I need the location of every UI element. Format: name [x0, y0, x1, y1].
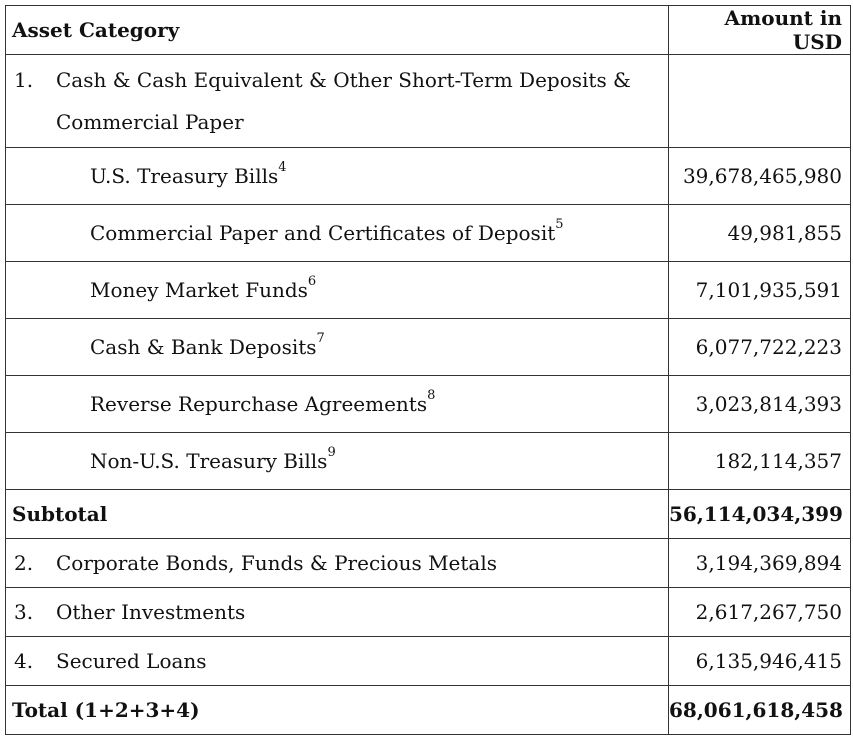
item-number: 2. [14, 551, 34, 575]
subitem-amount: 7,101,935,591 [669, 262, 851, 319]
table-row [6, 376, 851, 433]
group-label-line2: Commercial Paper [56, 110, 244, 134]
group-label-line1: Cash & Cash Equivalent & Other Short-Term Deposits & [56, 68, 631, 92]
subitem-label: U.S. Treasury Bills [90, 164, 279, 188]
group-row-1 [6, 55, 851, 148]
item-amount: 3,194,369,894 [669, 539, 851, 588]
subitem-label: Cash & Bank Deposits [90, 335, 317, 359]
subtotal-row [6, 490, 851, 539]
item-label: Corporate Bonds, Funds & Precious Metals [56, 551, 498, 575]
table-row [6, 433, 851, 490]
subtotal-label: Subtotal [6, 490, 669, 539]
group-number: 1. [14, 68, 34, 92]
item-number: 3. [14, 600, 34, 624]
subitem-amount: 3,023,814,393 [669, 376, 851, 433]
asset-table [5, 5, 851, 735]
subitem-label: Money Market Funds [90, 278, 308, 302]
item-amount: 6,135,946,415 [669, 637, 851, 686]
table-row [6, 539, 851, 588]
total-amount: 68,061,618,458 [669, 686, 851, 735]
header-row [6, 6, 851, 55]
item-amount: 2,617,267,750 [669, 588, 851, 637]
footnote-ref: 7 [316, 331, 325, 346]
footnote-ref: 5 [555, 217, 564, 232]
subitem-amount: 182,114,357 [669, 433, 851, 490]
footnote-ref: 4 [278, 160, 287, 175]
table-row [6, 588, 851, 637]
subitem-amount: 6,077,722,223 [669, 319, 851, 376]
footnote-ref: 6 [307, 274, 317, 289]
footnote-ref: 8 [427, 388, 436, 403]
item-number: 4. [14, 649, 34, 673]
table-row [6, 205, 851, 262]
subtotal-amount: 56,114,034,399 [669, 490, 851, 539]
subitem-amount: 39,678,465,980 [669, 148, 851, 205]
subitem-amount: 49,981,855 [669, 205, 851, 262]
group-amount [669, 55, 851, 148]
total-label: Total (1+2+3+4) [6, 686, 669, 735]
table-row [6, 637, 851, 686]
item-label: Secured Loans [56, 649, 207, 673]
table-row [6, 148, 851, 205]
table-row [6, 319, 851, 376]
table-row [6, 262, 851, 319]
subitem-label: Non-U.S. Treasury Bills [90, 449, 328, 473]
item-label: Other Investments [56, 600, 246, 624]
subitem-label: Reverse Repurchase Agreements [90, 392, 428, 416]
header-amount: Amount in USD [669, 6, 851, 55]
header-category: Asset Category [6, 6, 669, 55]
footnote-ref: 9 [327, 445, 336, 460]
subitem-label: Commercial Paper and Certificates of Deposit [90, 221, 556, 245]
total-row [6, 686, 851, 735]
